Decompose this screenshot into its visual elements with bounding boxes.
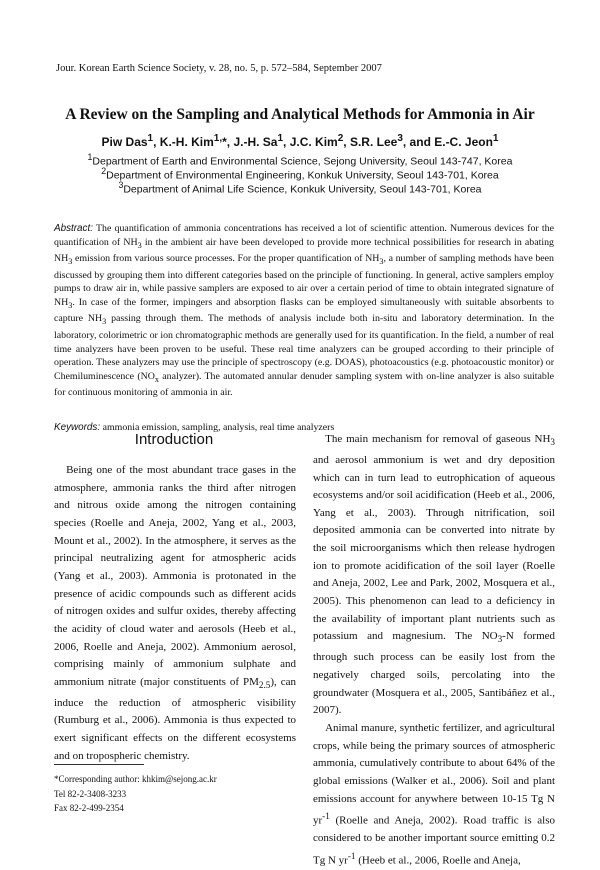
footnote-divider	[54, 764, 144, 765]
right-column	[313, 431, 555, 870]
paragraph: Animal manure, synthetic fertilizer, and agricultural crops, while being the primary sources of atmospheric ammonia, cumulatively contribute to about 64% of the global emissions (Walker et al., 2006). Soil and plant emissions account for anywhere between 10-15 Tg N $yr^{-1}$ (Roelle and Aneja, 2002). Road traffic is also considered to be another important source emitting 0.2 Tg N $yr^{-1}$ (Heeb et al., 2006, Roelle and Aneja,	[313, 721, 555, 867]
footnote-corresponding-author: *Corresponding author: khkim@sejong.ac.kr	[54, 774, 217, 784]
affiliation-1: $^1$Department of Earth and Environmental Science, Sejong University, Seoul 143-747, Korea	[87, 152, 513, 168]
footnote-tel: Tel 82-2-3408-3233	[54, 789, 127, 799]
paragraph: Being one of the most abundant trace gases in the atmosphere, ammonia ranks the third after nitrogen and nitrous oxide among the nitrogen containing species (Roelle and Aneja, 2002, Yang et al., 2003, Mount et al., 2002). In the atmosphere, it serves as the principal neutralizing agent for atmospheric acids (Yang et al., 2003). Ammonia is protonated in the presence of acidic compounds such as different acids of nitrogen oxides and sulfur oxides, thereby affecting the acidity of cloud water and aerosols (Heeb et al., 2006, Roelle and Aneja, 2002). Ammonium aerosol, comprising mainly of ammonium sulphate and ammonium nitrate (major constituents of $PM_{2.5}$), can induce the reduction of atmospheric visibility (Rumburg et al., 2006). Ammonia is thus expected to exert significant effects on the different ecosystems and on tropospheric chemistry.	[54, 464, 296, 762]
keywords-label: Keywords:	[54, 422, 101, 433]
paper-title: A Review on the Sampling and Analytical Methods for Ammonia in Air	[65, 106, 535, 123]
affiliation-2: $^2$Department of Environmental Engineering, Konkuk University, Seoul 143-701, Korea	[101, 166, 499, 182]
journal-citation: Jour. Korean Earth Science Society, v. 28, no. 5, p. 572–584, September 2007	[56, 63, 382, 74]
left-column	[54, 462, 296, 765]
keywords-text: ammonia emission, sampling, analysis, real time analyzers	[102, 422, 335, 433]
footnote-fax: Fax 82-2-499-2354	[54, 803, 124, 813]
paragraph: The main mechanism for removal of gaseous $NH_3$ and aerosol ammonium is wet and dry deposition which can in turn lead to eutrophication of aqueous ecosystems and/or soil acidification (Heeb et al., 2006, Yang et al., 2003). Through nitrification, soil deposited ammonia can be converted into nitrate by the soil microorganisms which then release hydrogen ion to promote acidification of the soil layer (Roelle and Aneja, 2002, Lee and Park, 2002, Mosquera et al., 2005). This phenomenon can lead to a deficiency in the availability of important plant nutrients such as potassium and magnesium. The $NO_3-N$ formed through such process can be easily lost from the negatively charged soils, percolating into the groundwater (Mosquera et al., 2005, Santibáñez et al., 2007).	[313, 433, 556, 717]
abstract-label: Abstract:	[54, 223, 93, 234]
abstract-text: The quantification of ammonia concentrations has received a lot of scientific attention. Numerous devices for the quantification of $NH_3$ in the ambient air have been developed to provide more technical possibilities for research in abating $NH_3$ emission from various source processes. For the proper quantification of $NH_3$, a number of sampling methods have been discussed by grouping them into different categories based on the principle of functioning. In general, active samplers employ pumps to draw air in, while passive samplers are exposed to air over a certain period of time to obtain integrated signature of $NH_3$. In case of the former, impingers and absorption flasks can be employed simultaneously with suitable absorbents to capture $NH_3$ passing through them. The methods of analysis include both in-situ and laboratory determination. In the laboratory, colorimetric or ion chromatographic methods are generally used for its quantification. In the field, a number of real time analyzers have been proven to be useful. These real time analyzers can be grouped according to their principle of operation. These analyzers may use the principle of spectroscopy (e.g. DOAS), photoacoustics (e.g. photoacoustic monitor) or Chemiluminescence ($NO_x$ analyzer). The automated annular denuder sampling system with on-line analyzer is also suitable for continuous monitoring of ammonia in air.	[54, 223, 554, 399]
abstract	[54, 222, 554, 400]
section-heading-introduction: Introduction	[134, 431, 214, 448]
author-list: Piw Das$^1$, K.-H. Kim$^{1,}$*, J.-H. Sa$^1$, J.C. Kim$^2$, S.R. Lee$^3$, and E.-C. Jeon$^1$	[101, 133, 499, 149]
affiliation-3: $^3$Department of Animal Life Science, Konkuk University, Seoul 143-701, Korea	[118, 180, 482, 196]
